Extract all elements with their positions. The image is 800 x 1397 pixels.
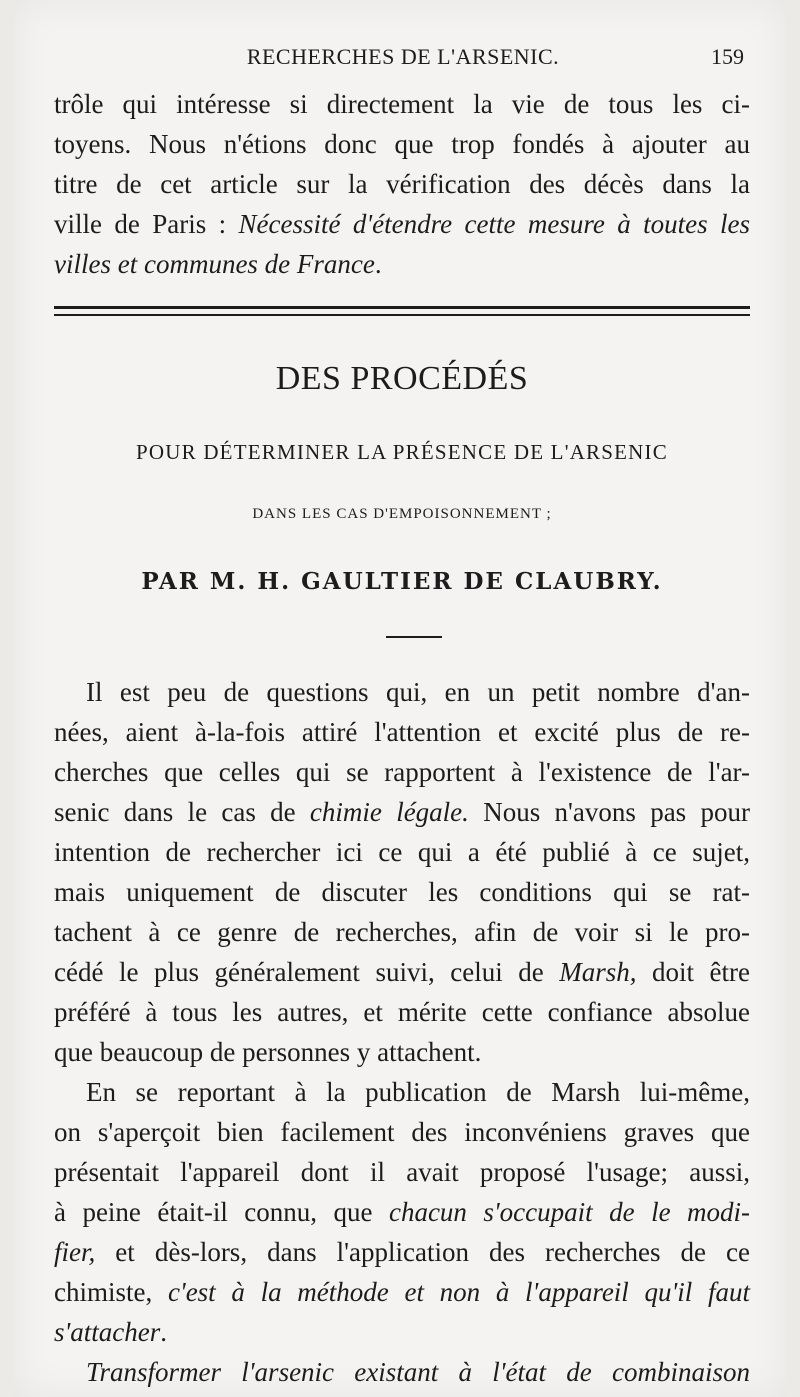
text-line: préféré à tous les autres, et mérite cette confiance absolue <box>54 997 750 1027</box>
divider-thick-line <box>54 306 750 309</box>
text-fragment: et dès-lors, dans l'application des recherches de ce <box>95 1237 750 1267</box>
text-line: mais uniquement de discuter les conditions qui se rat- <box>54 877 750 907</box>
text-line <box>54 1312 750 1352</box>
divider-thin-line <box>54 314 750 316</box>
text-fragment: ville de Paris : <box>54 209 239 239</box>
text-line: nées, aient à-la-fois attiré l'attention et excité plus de re- <box>54 717 750 747</box>
short-divider <box>386 636 442 638</box>
book-page <box>14 0 786 1397</box>
text-line: intention de rechercher ici ce qui a été publié à ce sujet, <box>54 837 750 867</box>
italic-text: fier, <box>54 1237 96 1267</box>
text-fragment: . <box>160 1317 168 1347</box>
italic-text: c'est à la méthode et non à l'appareil qu'il faut <box>167 1277 750 1307</box>
text-line <box>54 1192 750 1232</box>
italic-text: Marsh, <box>559 957 637 987</box>
article-subtitle: POUR DÉTERMINER LA PRÉSENCE DE L'ARSENIC <box>136 440 668 464</box>
text-fragment: doit être <box>636 957 751 987</box>
text-line <box>54 1352 750 1392</box>
text-line: titre de cet article sur la vérification des décès dans la <box>54 169 750 199</box>
running-head: RECHERCHES DE L'ARSENIC. <box>246 44 560 69</box>
italic-text: villes et communes de France <box>54 249 375 279</box>
text-line <box>54 244 750 284</box>
text-fragment: Nous n'avons pas pour <box>468 797 750 827</box>
text-line <box>54 952 750 992</box>
italic-text: s'attacher <box>54 1317 161 1347</box>
text-line: Il est peu de questions qui, en un petit nombre d'an- <box>86 677 750 707</box>
text-line: que beaucoup de personnes y attachent. <box>54 1037 482 1067</box>
text-line: trôle qui intéresse si directement la vie de tous les ci- <box>54 89 750 119</box>
page-header <box>54 38 752 74</box>
italic-text: Nécessité d'étendre cette mesure à toutes les <box>238 209 750 239</box>
text-line: présentait l'appareil dont il avait proposé l'usage; aussi, <box>54 1157 750 1187</box>
continuation-paragraph <box>54 84 750 284</box>
article-body <box>54 672 750 1392</box>
italic-text: Transformer l'arsenic existant à l'état de combinaison <box>86 1357 750 1387</box>
italic-text: chimie légale. <box>309 797 469 827</box>
article-title: DES PROCÉDÉS <box>275 360 529 397</box>
article-subtitle-secondary: DANS LES CAS D'EMPOISONNEMENT ; <box>252 506 552 522</box>
italic-text: chacun s'occupait de le modi- <box>388 1197 751 1227</box>
text-line: En se reportant à la publication de Marsh lui-même, <box>86 1077 750 1107</box>
text-line <box>54 1272 750 1312</box>
text-line <box>54 1232 750 1272</box>
article-author: PAR M. H. GAULTIER DE CLAUBRY. <box>141 568 663 595</box>
text-line <box>54 792 750 832</box>
text-line <box>54 204 750 244</box>
text-line: tachent à ce genre de recherches, afin de voir si le pro- <box>54 917 750 947</box>
page-number: 159 <box>711 44 744 69</box>
text-fragment: à peine était-il connu, que <box>54 1197 389 1227</box>
section-divider <box>54 306 750 318</box>
text-line: cherches que celles qui se rapportent à l'existence de l'ar- <box>54 757 750 787</box>
text-fragment: . <box>374 249 382 279</box>
text-fragment: chimiste, <box>54 1277 168 1307</box>
text-line: on s'aperçoit bien facilement des inconvéniens graves que <box>54 1117 750 1147</box>
text-line: toyens. Nous n'étions donc que trop fondés à ajouter au <box>54 129 750 159</box>
text-fragment: cédé le plus généralement suivi, celui de <box>54 957 560 987</box>
text-fragment: senic dans le cas de <box>54 797 310 827</box>
